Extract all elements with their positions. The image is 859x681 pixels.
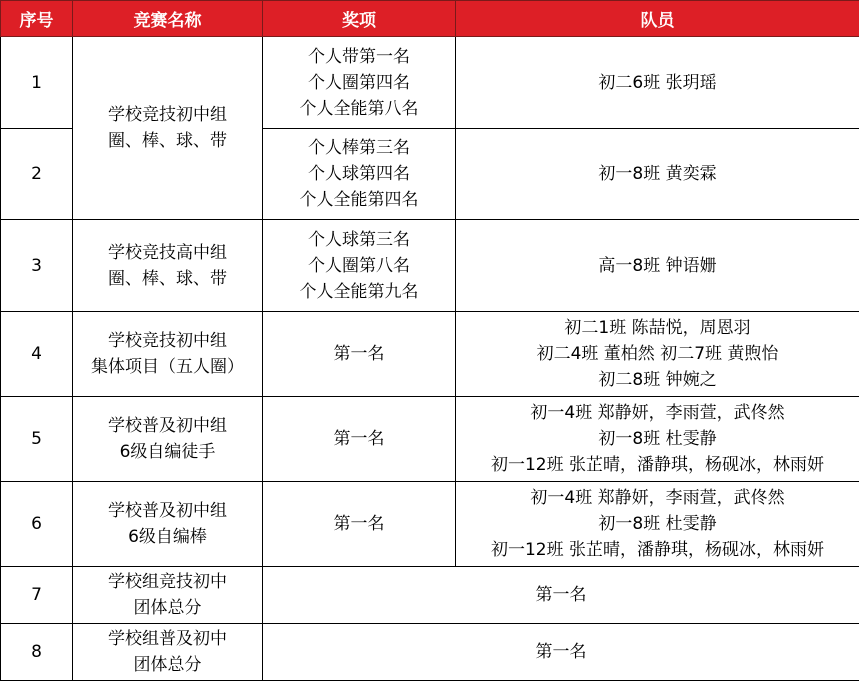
competition-line: 学校竞技高中组 — [73, 240, 262, 266]
award-line: 第一名 — [263, 582, 859, 608]
members-cell — [456, 129, 859, 220]
row-index: 3 — [1, 220, 73, 312]
competition-line: 团体总分 — [73, 595, 262, 621]
award-line: 第一名 — [263, 426, 455, 452]
table-row — [1, 37, 859, 129]
member-line: 初一8班 黄奕霖 — [456, 161, 859, 187]
award-cell — [263, 129, 456, 220]
competition-line: 6级自编徒手 — [73, 439, 262, 465]
members-cell — [456, 312, 859, 397]
competition-cell — [73, 312, 263, 397]
award-cell — [263, 397, 456, 482]
table-row — [1, 220, 859, 312]
member-line: 初一8班 杜雯静 — [456, 426, 859, 452]
award-cell — [263, 482, 456, 567]
competition-cell — [73, 624, 263, 681]
competition-line: 6级自编棒 — [73, 524, 262, 550]
row-index: 2 — [1, 129, 73, 220]
competition-line: 圈、棒、球、带 — [73, 128, 262, 154]
award-line: 个人球第四名 — [263, 161, 455, 187]
competition-cell — [73, 220, 263, 312]
member-line: 初一4班 郑静妍，李雨萱，武佟然 — [456, 400, 859, 426]
table-row — [1, 567, 859, 624]
table-row — [1, 312, 859, 397]
award-cell — [263, 37, 456, 129]
award-line: 个人圈第四名 — [263, 70, 455, 96]
row-index: 8 — [1, 624, 73, 681]
member-line: 高一8班 钟语姗 — [456, 253, 859, 279]
award-line: 第一名 — [263, 639, 859, 665]
row-index: 4 — [1, 312, 73, 397]
award-line: 个人全能第九名 — [263, 279, 455, 305]
competition-line: 学校竞技初中组 — [73, 328, 262, 354]
competition-line: 学校普及初中组 — [73, 498, 262, 524]
members-cell — [456, 482, 859, 567]
competition-cell — [73, 567, 263, 624]
row-index: 7 — [1, 567, 73, 624]
members-cell — [456, 397, 859, 482]
competition-line: 学校组竞技初中 — [73, 569, 262, 595]
award-line: 第一名 — [263, 341, 455, 367]
member-line: 初一4班 郑静妍，李雨萱，武佟然 — [456, 485, 859, 511]
member-line: 初一12班 张芷晴，潘静琪，杨砚冰，林雨妍 — [456, 452, 859, 478]
competition-line: 集体项目（五人圈） — [73, 354, 262, 380]
competition-cell — [73, 482, 263, 567]
award-line: 个人全能第八名 — [263, 96, 455, 122]
row-index: 6 — [1, 482, 73, 567]
member-line: 初一8班 杜雯静 — [456, 511, 859, 537]
member-line: 初二1班 陈喆悦，周恩羽 — [456, 315, 859, 341]
award-cell — [263, 624, 859, 681]
award-cell — [263, 567, 859, 624]
award-line: 个人全能第四名 — [263, 187, 455, 213]
header-award: 奖项 — [263, 1, 456, 37]
competition-cell — [73, 37, 263, 220]
award-line: 个人球第三名 — [263, 227, 455, 253]
award-line: 个人带第一名 — [263, 44, 455, 70]
table-row — [1, 624, 859, 681]
member-line: 初二6班 张玥瑶 — [456, 70, 859, 96]
header-members: 队员 — [456, 1, 859, 37]
members-cell — [456, 37, 859, 129]
competition-line: 圈、棒、球、带 — [73, 266, 262, 292]
award-line: 个人棒第三名 — [263, 135, 455, 161]
competition-line: 学校竞技初中组 — [73, 102, 262, 128]
header-row — [1, 1, 859, 37]
header-index: 序号 — [1, 1, 73, 37]
award-cell — [263, 220, 456, 312]
competition-line: 学校普及初中组 — [73, 413, 262, 439]
award-line: 个人圈第八名 — [263, 253, 455, 279]
competition-line: 团体总分 — [73, 652, 262, 678]
competition-cell — [73, 397, 263, 482]
competition-line: 学校组普及初中 — [73, 626, 262, 652]
member-line: 初二4班 董柏然 初二7班 黄煦怡 — [456, 341, 859, 367]
members-cell — [456, 220, 859, 312]
member-line: 初一12班 张芷晴，潘静琪，杨砚冰，林雨妍 — [456, 537, 859, 563]
award-line: 第一名 — [263, 511, 455, 537]
member-line: 初二8班 钟婉之 — [456, 367, 859, 393]
table-row — [1, 482, 859, 567]
award-cell — [263, 312, 456, 397]
header-competition: 竞赛名称 — [73, 1, 263, 37]
row-index: 1 — [1, 37, 73, 129]
table-row — [1, 397, 859, 482]
row-index: 5 — [1, 397, 73, 482]
